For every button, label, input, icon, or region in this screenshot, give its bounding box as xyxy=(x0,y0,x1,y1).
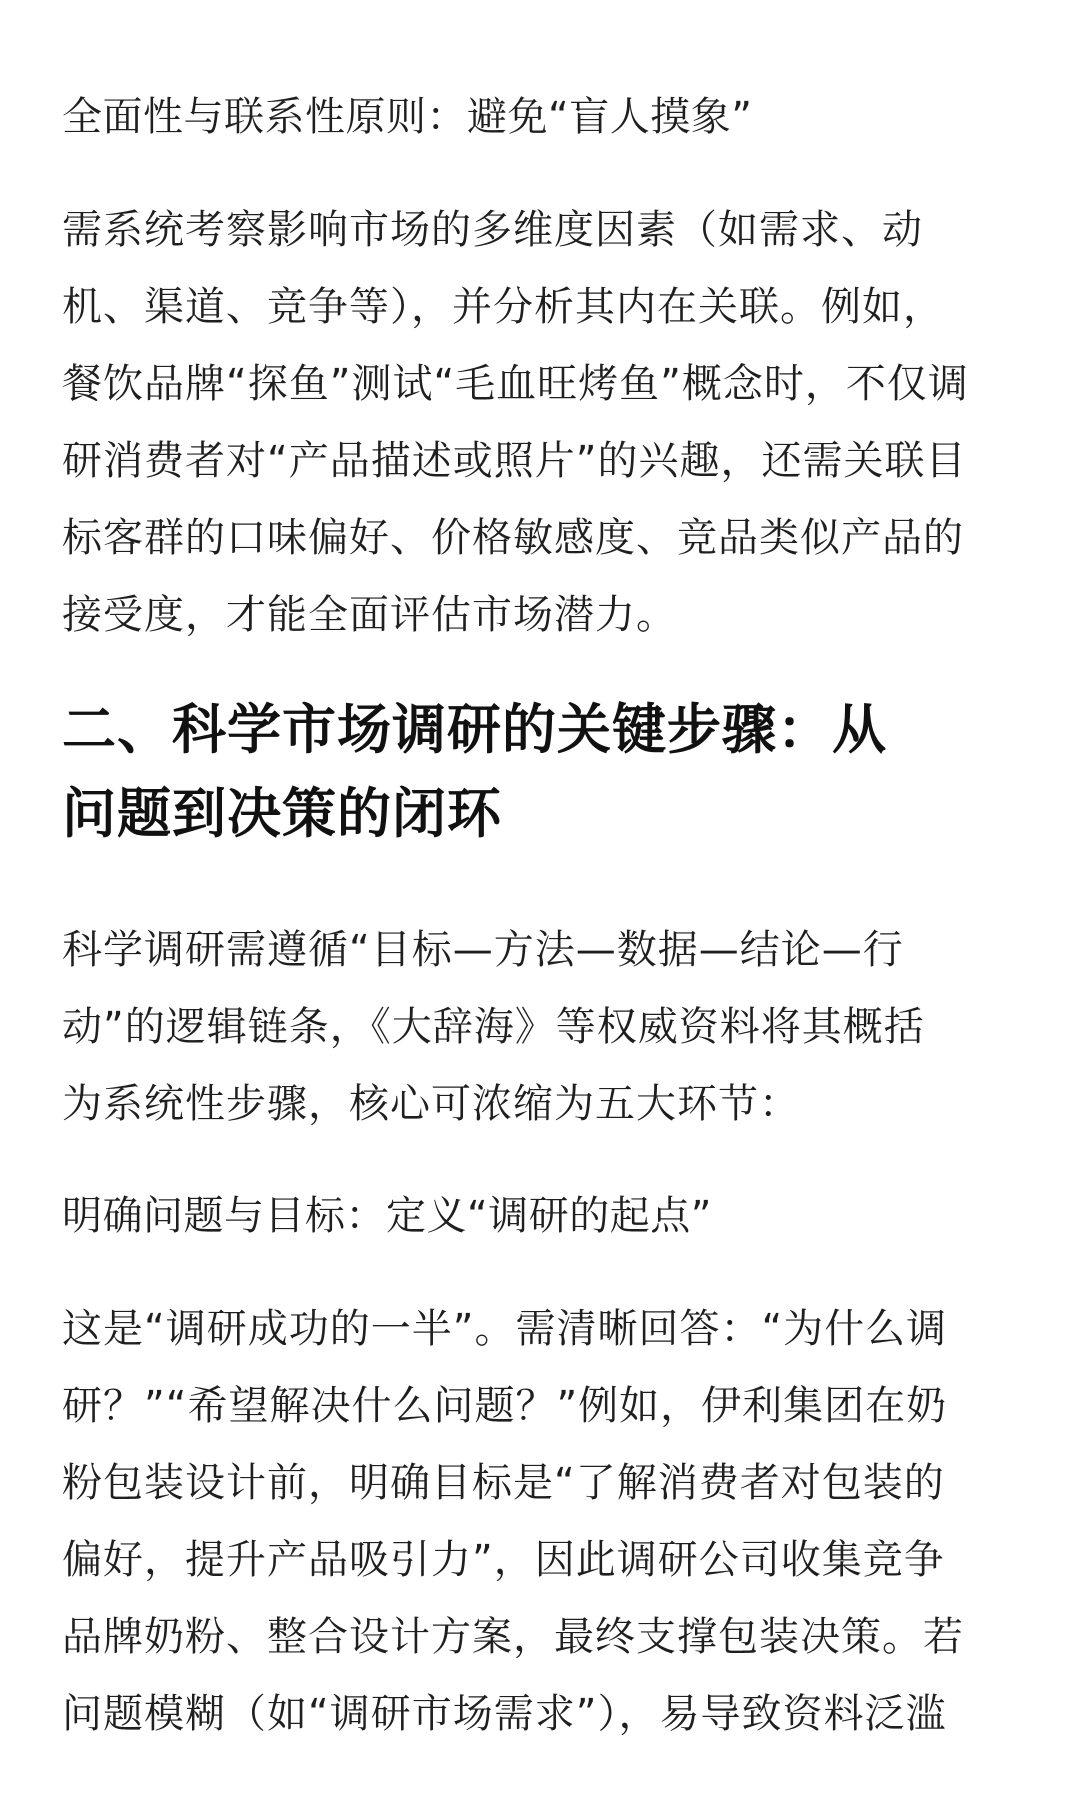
section-heading-key-steps xyxy=(62,688,887,856)
text-line: 研？”“希望解决什么问题？”例如，伊利集团在奶 xyxy=(62,1383,948,1429)
paragraph-comprehensive-principle xyxy=(62,192,969,654)
text-line: 动”的逻辑链条，《大辞海》等权威资料将其概括 xyxy=(62,1004,925,1050)
text-line: 标客群的口味偏好、价格敏感度、竞品类似产品的 xyxy=(62,515,964,561)
text-line: 为系统性步骤，核心可浓缩为五大环节： xyxy=(62,1081,800,1127)
text-line: 偏好，提升产品吸引力”，因此调研公司收集竞争 xyxy=(62,1537,945,1583)
section-subheading-comprehensive-principle: 全面性与联系性原则：避免“盲人摸象” xyxy=(62,94,753,140)
text-line: 机、渠道、竞争等），并分析其内在关联。例如， xyxy=(62,284,944,330)
text-line: 粉包装设计前，明确目标是“了解消费者对包装的 xyxy=(62,1460,945,1506)
text-line: 品牌奶粉、整合设计方案，最终支撑包装决策。若 xyxy=(62,1614,964,1660)
text-line: 问题模糊（如“调研市场需求”），易导致资料泛滥 xyxy=(62,1691,947,1737)
text-line: 接受度，才能全面评估市场潜力。 xyxy=(62,592,677,638)
heading-line: 问题到决策的闭环 xyxy=(62,782,502,845)
text-line: 需系统考察影响市场的多维度因素（如需求、动 xyxy=(62,207,923,253)
heading-line: 二、科学市场调研的关键步骤：从 xyxy=(62,698,887,761)
text-line: 科学调研需遵循“目标—方法—数据—结论—行 xyxy=(62,927,904,973)
paragraph-logic-chain xyxy=(62,912,925,1143)
text-line: 餐饮品牌“探鱼”测试“毛血旺烤鱼”概念时，不仅调 xyxy=(62,361,969,407)
paragraph-define-problem xyxy=(62,1291,964,1753)
text-line: 研消费者对“产品描述或照片”的兴趣，还需关联目 xyxy=(62,438,967,484)
section-subheading-define-problem: 明确问题与目标：定义“调研的起点” xyxy=(62,1193,712,1239)
text-line: 这是“调研成功的一半”。需清晰回答：“为什么调 xyxy=(62,1306,948,1352)
